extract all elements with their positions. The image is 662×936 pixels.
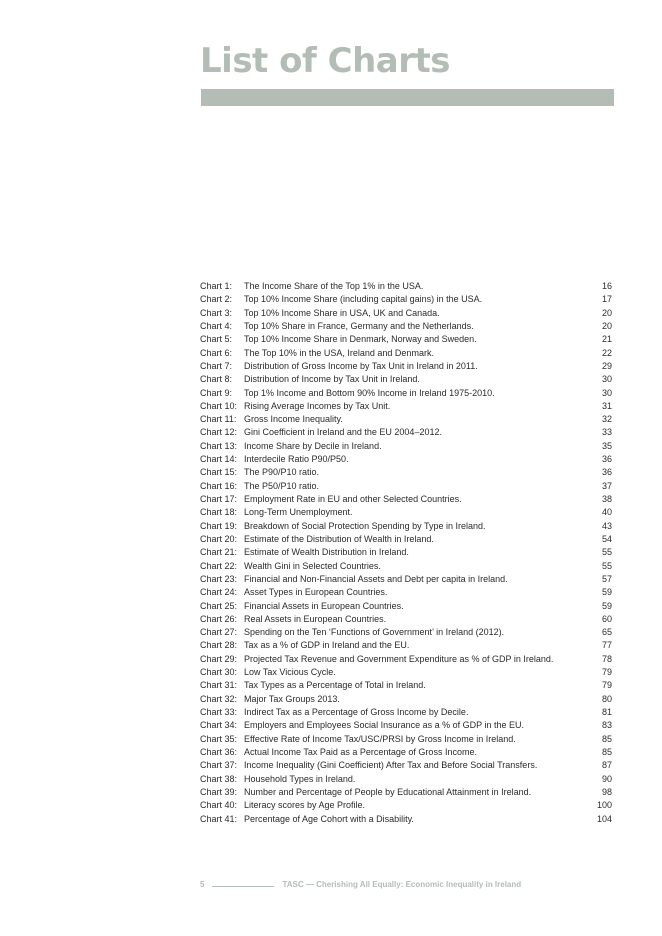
chart-page-number: 65 bbox=[601, 627, 612, 638]
chart-label: Chart 29: bbox=[200, 653, 238, 664]
list-of-charts bbox=[200, 280, 612, 826]
chart-title: Financial Assets in European Countries. bbox=[244, 600, 404, 611]
chart-label: Chart 24: bbox=[200, 587, 238, 598]
toc-row bbox=[200, 493, 612, 506]
chart-title: Distribution of Income by Tax Unit in Ireland. bbox=[244, 374, 420, 385]
chart-page-number: 37 bbox=[601, 480, 612, 491]
toc-row bbox=[200, 639, 612, 652]
chart-page-number: 35 bbox=[601, 440, 612, 451]
chart-page-number: 16 bbox=[601, 281, 612, 291]
chart-label: Chart 4: bbox=[200, 320, 233, 331]
toc-row bbox=[200, 413, 612, 426]
chart-title: Income Inequality (Gini Coefficient) After Tax and Before Social Transfers. bbox=[244, 760, 538, 771]
chart-title: Top 10% Income Share in Denmark, Norway and Sweden. bbox=[244, 334, 477, 345]
chart-title: The Top 10% in the USA, Ireland and Denmark. bbox=[244, 347, 434, 358]
chart-title: Employment Rate in EU and other Selected Countries. bbox=[244, 494, 462, 504]
chart-label: Chart 33: bbox=[200, 707, 238, 717]
footer-publication-title: TASC — Cherishing All Equally: Economic Inequality in Ireland bbox=[282, 880, 522, 889]
chart-title: Number and Percentage of People by Educational Attainment in Ireland. bbox=[244, 786, 532, 797]
chart-page-number: 29 bbox=[601, 360, 612, 371]
toc-row bbox=[200, 293, 612, 306]
toc-row bbox=[200, 387, 612, 400]
chart-title: Wealth Gini in Selected Countries. bbox=[244, 560, 381, 571]
chart-label: Chart 35: bbox=[200, 733, 238, 744]
chart-label: Chart 15: bbox=[200, 467, 238, 478]
chart-label: Chart 37: bbox=[200, 760, 238, 771]
chart-page-number: 55 bbox=[601, 547, 612, 558]
chart-page-number: 20 bbox=[601, 307, 612, 318]
chart-label: Chart 6: bbox=[200, 347, 233, 358]
toc-row bbox=[200, 560, 612, 573]
chart-label: Chart 7: bbox=[200, 360, 233, 371]
chart-title: Household Types in Ireland. bbox=[244, 773, 356, 784]
toc-row bbox=[200, 453, 612, 466]
toc-row bbox=[200, 626, 612, 639]
chart-label: Chart 41: bbox=[200, 813, 238, 824]
footer-page-number: 5 bbox=[200, 880, 205, 889]
toc-row bbox=[200, 360, 612, 373]
chart-label: Chart 22: bbox=[200, 560, 238, 571]
toc-row bbox=[200, 733, 612, 746]
toc-row bbox=[200, 546, 612, 559]
toc-row bbox=[200, 307, 612, 320]
chart-title: Spending on the Ten ‘Functions of Government’ in Ireland (2012). bbox=[244, 627, 505, 638]
chart-title: Low Tax Vicious Cycle. bbox=[244, 667, 336, 678]
chart-label: Chart 32: bbox=[200, 693, 238, 704]
chart-label: Chart 1: bbox=[200, 281, 233, 291]
chart-label: Chart 25: bbox=[200, 600, 238, 611]
chart-label: Chart 12: bbox=[200, 427, 238, 438]
chart-label: Chart 16: bbox=[200, 480, 238, 491]
chart-title: Gross Income Inequality. bbox=[244, 414, 343, 425]
toc-row bbox=[200, 586, 612, 599]
chart-title: The P50/P10 ratio. bbox=[244, 480, 320, 491]
chart-label: Chart 38: bbox=[200, 773, 238, 784]
chart-page-number: 40 bbox=[601, 507, 612, 518]
toc-row bbox=[200, 280, 612, 293]
chart-page-number: 59 bbox=[601, 587, 612, 598]
chart-page-number: 30 bbox=[601, 374, 612, 385]
footer-divider bbox=[212, 886, 274, 887]
toc-row bbox=[200, 426, 612, 439]
chart-page-number: 81 bbox=[601, 707, 612, 717]
toc-row bbox=[200, 653, 612, 666]
chart-page-number: 20 bbox=[601, 320, 612, 331]
toc-row bbox=[200, 666, 612, 679]
chart-page-number: 38 bbox=[601, 494, 612, 504]
chart-page-number: 59 bbox=[601, 600, 612, 611]
chart-label: Chart 21: bbox=[200, 547, 238, 558]
chart-label: Chart 18: bbox=[200, 507, 238, 518]
page-title: List of Charts bbox=[200, 41, 450, 81]
chart-page-number: 85 bbox=[601, 746, 612, 757]
chart-page-number: 79 bbox=[601, 667, 612, 678]
chart-page-number: 31 bbox=[601, 400, 612, 411]
chart-title: Top 10% Income Share in USA, UK and Canada. bbox=[244, 307, 440, 318]
chart-page-number: 98 bbox=[601, 786, 612, 797]
page-footer bbox=[200, 880, 521, 889]
chart-label: Chart 14: bbox=[200, 454, 238, 465]
chart-page-number: 100 bbox=[596, 800, 612, 811]
chart-label: Chart 39: bbox=[200, 786, 238, 797]
toc-row bbox=[200, 466, 612, 479]
chart-page-number: 104 bbox=[596, 813, 612, 824]
toc-row bbox=[200, 333, 612, 346]
chart-title: Indirect Tax as a Percentage of Gross Income by Decile. bbox=[244, 707, 469, 717]
chart-page-number: 85 bbox=[601, 733, 612, 744]
chart-label: Chart 27: bbox=[200, 627, 238, 638]
toc-row bbox=[200, 373, 612, 386]
chart-title: Long-Term Unemployment. bbox=[244, 507, 353, 518]
chart-label: Chart 36: bbox=[200, 746, 238, 757]
chart-page-number: 80 bbox=[601, 693, 612, 704]
chart-title: Projected Tax Revenue and Government Expenditure as % of GDP in Ireland. bbox=[244, 653, 554, 664]
chart-page-number: 43 bbox=[601, 520, 612, 531]
toc-row bbox=[200, 613, 612, 626]
chart-label: Chart 17: bbox=[200, 494, 238, 504]
chart-title: Top 10% Share in France, Germany and the Netherlands. bbox=[244, 320, 474, 331]
chart-title: Actual Income Tax Paid as a Percentage of Gross Income. bbox=[244, 746, 477, 757]
toc-row bbox=[200, 773, 612, 786]
toc-row bbox=[200, 440, 612, 453]
chart-title: Asset Types in European Countries. bbox=[244, 587, 388, 598]
toc-row bbox=[200, 679, 612, 692]
chart-label: Chart 28: bbox=[200, 640, 238, 651]
chart-page-number: 79 bbox=[601, 680, 612, 691]
chart-title: Major Tax Groups 2013. bbox=[244, 693, 340, 704]
chart-page-number: 36 bbox=[601, 467, 612, 478]
chart-page-number: 21 bbox=[601, 334, 612, 345]
chart-page-number: 60 bbox=[601, 613, 612, 624]
toc-row bbox=[200, 506, 612, 519]
chart-page-number: 17 bbox=[601, 294, 612, 305]
chart-page-number: 30 bbox=[601, 387, 612, 398]
chart-label: Chart 8: bbox=[200, 374, 233, 385]
chart-label: Chart 31: bbox=[200, 680, 238, 691]
chart-label: Chart 3: bbox=[200, 307, 233, 318]
chart-page-number: 83 bbox=[601, 720, 612, 731]
chart-title: Real Assets in European Countries. bbox=[244, 613, 387, 624]
chart-title: Effective Rate of Income Tax/USC/PRSI by Gross Income in Ireland. bbox=[244, 733, 516, 744]
chart-label: Chart 30: bbox=[200, 667, 238, 678]
chart-label: Chart 19: bbox=[200, 520, 238, 531]
chart-page-number: 54 bbox=[601, 533, 612, 544]
chart-title: Income Share by Decile in Ireland. bbox=[244, 440, 382, 451]
chart-title: Tax as a % of GDP in Ireland and the EU. bbox=[244, 640, 410, 651]
toc-row bbox=[200, 706, 612, 719]
toc-row bbox=[200, 480, 612, 493]
chart-title: Interdecile Ratio P90/P50. bbox=[244, 454, 349, 465]
chart-page-number: 55 bbox=[601, 560, 612, 571]
chart-page-number: 78 bbox=[601, 653, 612, 664]
chart-label: Chart 26: bbox=[200, 613, 238, 624]
toc-row bbox=[200, 746, 612, 759]
toc-row bbox=[200, 719, 612, 732]
toc-row bbox=[200, 347, 612, 360]
chart-label: Chart 40: bbox=[200, 800, 238, 811]
chart-title: Tax Types as a Percentage of Total in Ireland. bbox=[244, 680, 426, 691]
chart-title: Literacy scores by Age Profile. bbox=[244, 800, 366, 811]
chart-title: Employers and Employees Social Insurance as a % of GDP in the EU. bbox=[244, 720, 524, 731]
chart-title: Breakdown of Social Protection Spending by Type in Ireland. bbox=[244, 520, 486, 531]
chart-title: Top 1% Income and Bottom 90% Income in Ireland 1975-2010. bbox=[244, 387, 495, 398]
toc-row bbox=[200, 400, 612, 413]
chart-title: Estimate of the Distribution of Wealth in Ireland. bbox=[244, 533, 434, 544]
chart-title: Distribution of Gross Income by Tax Unit in Ireland in 2011. bbox=[244, 360, 478, 371]
chart-page-number: 36 bbox=[601, 454, 612, 465]
toc-row bbox=[200, 759, 612, 772]
chart-page-number: 77 bbox=[601, 640, 612, 651]
chart-page-number: 87 bbox=[601, 760, 612, 771]
chart-label: Chart 11: bbox=[200, 414, 237, 425]
chart-title: The Income Share of the Top 1% in the USA. bbox=[244, 281, 424, 291]
chart-title: Estimate of Wealth Distribution in Ireland. bbox=[244, 547, 409, 558]
chart-label: Chart 9: bbox=[200, 387, 233, 398]
chart-label: Chart 23: bbox=[200, 573, 238, 584]
chart-label: Chart 34: bbox=[200, 720, 238, 731]
toc-row bbox=[200, 693, 612, 706]
chart-label: Chart 10: bbox=[200, 400, 238, 411]
toc-row bbox=[200, 520, 612, 533]
chart-label: Chart 13: bbox=[200, 440, 238, 451]
chart-page-number: 33 bbox=[601, 427, 612, 438]
chart-title: Financial and Non-Financial Assets and Debt per capita in Ireland. bbox=[244, 573, 508, 584]
toc-row bbox=[200, 813, 612, 826]
chart-title: The P90/P10 ratio. bbox=[244, 467, 320, 478]
toc-row bbox=[200, 786, 612, 799]
chart-page-number: 32 bbox=[601, 414, 612, 425]
chart-page-number: 22 bbox=[601, 347, 612, 358]
title-underline-bar bbox=[201, 89, 614, 106]
chart-title: Percentage of Age Cohort with a Disability. bbox=[244, 813, 414, 824]
chart-title: Gini Coefficient in Ireland and the EU 2004–2012. bbox=[244, 427, 442, 438]
toc-row bbox=[200, 320, 612, 333]
chart-title: Rising Average Incomes by Tax Unit. bbox=[244, 400, 391, 411]
toc-row bbox=[200, 573, 612, 586]
chart-label: Chart 5: bbox=[200, 334, 233, 345]
toc-row bbox=[200, 799, 612, 812]
chart-title: Top 10% Income Share (including capital gains) in the USA. bbox=[244, 294, 483, 305]
chart-page-number: 57 bbox=[601, 573, 612, 584]
chart-label: Chart 20: bbox=[200, 533, 238, 544]
chart-label: Chart 2: bbox=[200, 294, 233, 305]
toc-row bbox=[200, 533, 612, 546]
toc-row bbox=[200, 600, 612, 613]
chart-page-number: 90 bbox=[601, 773, 612, 784]
